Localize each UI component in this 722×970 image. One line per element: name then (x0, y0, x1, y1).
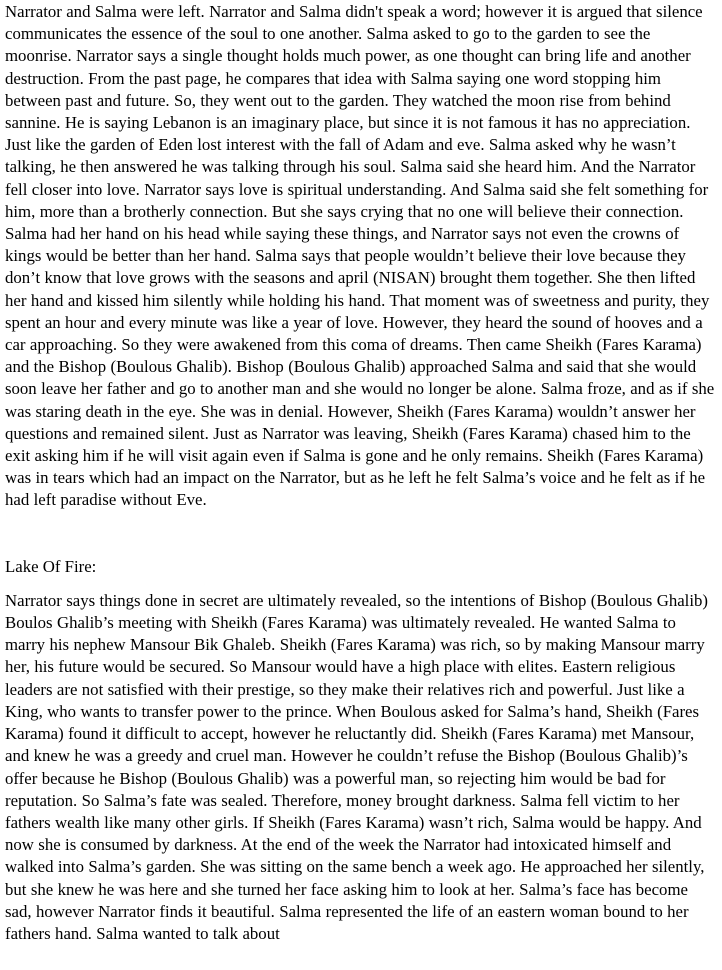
paragraph-narrator-salma-garden: Narrator and Salma were left. Narrator and Salma didn't speak a word; however it is argued that silence communicates the essence of the soul to one another. Salma asked to go to the garden to see the moonrise. Narrator says a single thought holds much power, as one thought can bring life and another destruction. From the past page, he compares that idea with Salma saying one word stopping him between past and future. So, they went out to the garden. They watched the moon rise from behind sannine. He is saying Lebanon is an imaginary place, but since it is not famous it has no appreciation. Just like the garden of Eden lost interest with the fall of Adam and eve. Salma asked why he wasn’t talking, he then answered he was talking through his soul. Salma said she heard him. And the Narrator fell closer into love. Narrator says love is spiritual understanding. And Salma said she felt something for him, more than a brotherly connection. But she says crying that no one will believe their connection. Salma had her hand on his head while saying these things, and Narrator says not even the crowns of kings would be better than her hand. Salma says that people wouldn’t believe their love because they don’t know that love grows with the seasons and april (NISAN) brought them together. She then lifted her hand and kissed him silently while holding his hand. That moment was of sweetness and purity, they spent an hour and every minute was like a year of love. However, they heard the sound of hooves and a car approaching. So they were awakened from this coma of dreams. Then came Sheikh (Fares Karama) and the Bishop (Boulous Ghalib). Bishop (Boulous Ghalib) approached Salma and said that she would soon leave her father and go to another man and she would no longer be alone. Salma froze, and as if she was staring death in the eye. She was in denial. However, Sheikh (Fares Karama) wouldn’t answer her questions and remained silent. Just as Narrator was leaving, Sheikh (Fares Karama) chased him to the exit asking him if he will visit again even if Salma is gone and he only remains. Sheikh (Fares Karama) was in tears which had an impact on the Narrator, but as he left he felt Salma’s voice and he felt as if he had left paradise without Eve. (5, 2, 715, 510)
heading-spacing (5, 578, 716, 590)
paragraph-spacing (5, 512, 716, 556)
paragraph-lake-of-fire: Narrator says things done in secret are ultimately revealed, so the intentions of Bishop (Boulous Ghalib) Boulos Ghalib’s meeting with Sheikh (Fares Karama) was ultimately revealed. He wanted Salma to marry his nephew Mansour Bik Ghaleb. Sheikh (Fares Karama) was rich, so by making Mansour marry her, his future would be secured. So Mansour would have a high place with elites. Eastern religious leaders are not satisfied with their prestige, so they make their relatives rich and powerful. Just like a King, who wants to transfer power to the prince. When Boulous asked for Salma’s hand, Sheikh (Fares Karama) found it difficult to accept, however he reluctantly did. Sheikh (Fares Karama) met Mansour, and knew he was a greedy and cruel man. However he couldn’t refuse the Bishop (Boulous Ghalib)’s offer because he Bishop (Boulous Ghalib) was a powerful man, so rejecting him would be bad for reputation. So Salma’s fate was sealed. Therefore, money brought darkness. Salma fell victim to her fathers wealth like many other girls. If Sheikh (Fares Karama) wasn’t rich, Salma would be happy. And now she is consumed by darkness. At the end of the week the Narrator had intoxicated himself and walked into Salma’s garden. She was sitting on the same bench a week ago. He approached her silently, but she knew he was here and she turned her face asking him to look at her. Salma’s face has become sad, however Narrator finds it beautiful. Salma represented the life of an eastern woman bound to her fathers hand. Salma wanted to talk about (5, 590, 708, 943)
section-heading: Lake Of Fire: (5, 556, 97, 576)
